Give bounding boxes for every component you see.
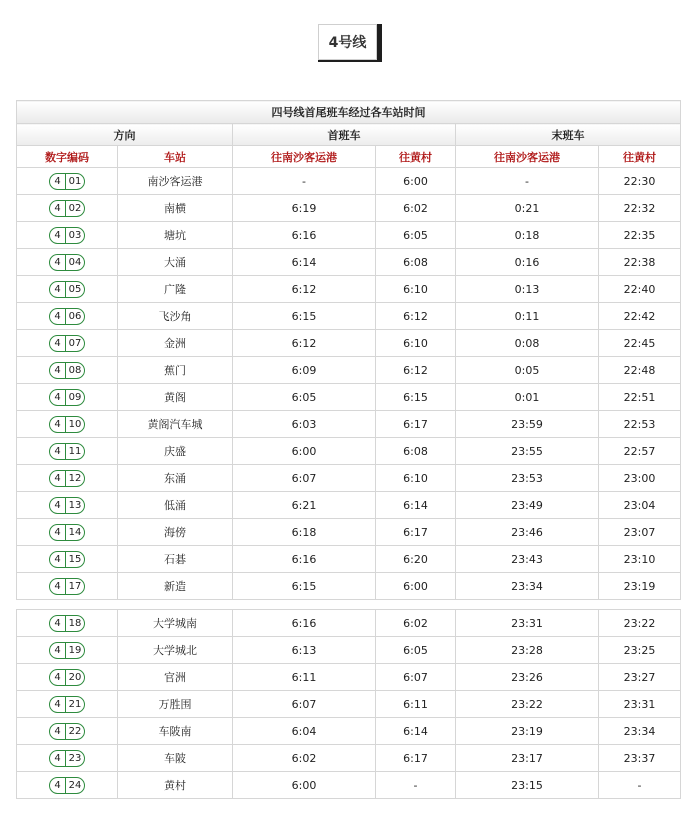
table-row — [17, 411, 681, 438]
last-to-nansha: 23:17 — [456, 745, 599, 772]
station-code-badge — [49, 173, 85, 190]
station-code-badge — [49, 443, 85, 460]
column-header-row — [17, 146, 681, 168]
line-number: 4 — [54, 418, 61, 430]
station-number: 08 — [65, 363, 84, 378]
first-train-header: 首班车 — [233, 124, 456, 146]
first-to-nansha-header: 往南沙客运港 — [233, 146, 376, 168]
last-to-huangcun: 23:07 — [599, 519, 681, 546]
first-to-nansha: 6:04 — [233, 718, 376, 745]
station-name: 广隆 — [118, 276, 233, 303]
table-row — [17, 465, 681, 492]
last-to-huangcun: 23:22 — [599, 610, 681, 637]
line-number: 4 — [54, 752, 61, 764]
last-to-huangcun: 23:25 — [599, 637, 681, 664]
first-to-huangcun: 6:10 — [376, 465, 456, 492]
first-to-huangcun: 6:20 — [376, 546, 456, 573]
last-to-huangcun: 23:31 — [599, 691, 681, 718]
title-shadow — [377, 24, 382, 62]
station-name: 万胜围 — [118, 691, 233, 718]
table-row — [17, 637, 681, 664]
station-name: 南沙客运港 — [118, 168, 233, 195]
last-to-nansha: 0:16 — [456, 249, 599, 276]
last-to-huangcun: 22:42 — [599, 303, 681, 330]
first-to-huangcun: 6:17 — [376, 519, 456, 546]
station-number: 12 — [65, 471, 84, 486]
table-row — [17, 610, 681, 637]
line-number: 4 — [54, 256, 61, 268]
last-to-huangcun: 23:27 — [599, 664, 681, 691]
station-code-cell — [17, 465, 118, 492]
table-row — [17, 303, 681, 330]
last-to-nansha: 0:21 — [456, 195, 599, 222]
table-row — [17, 573, 681, 600]
station-number: 21 — [65, 697, 84, 712]
last-to-huangcun-header: 往黄村 — [599, 146, 681, 168]
table-row — [17, 772, 681, 799]
station-code-badge — [49, 669, 85, 686]
table-row — [17, 168, 681, 195]
station-code-cell — [17, 610, 118, 637]
last-train-header: 末班车 — [456, 124, 681, 146]
station-name: 南横 — [118, 195, 233, 222]
first-to-huangcun: - — [376, 772, 456, 799]
station-name: 东涌 — [118, 465, 233, 492]
station-number: 03 — [65, 228, 84, 243]
table-row — [17, 745, 681, 772]
station-code-cell — [17, 691, 118, 718]
first-to-huangcun: 6:11 — [376, 691, 456, 718]
last-to-nansha: 23:28 — [456, 637, 599, 664]
first-to-nansha: 6:16 — [233, 610, 376, 637]
first-to-huangcun: 6:10 — [376, 330, 456, 357]
station-number: 05 — [65, 282, 84, 297]
station-number: 20 — [65, 670, 84, 685]
first-to-huangcun: 6:00 — [376, 168, 456, 195]
station-code-badge — [49, 524, 85, 541]
line-number: 4 — [54, 644, 61, 656]
first-to-nansha: 6:09 — [233, 357, 376, 384]
station-code-badge — [49, 308, 85, 325]
table-row — [17, 718, 681, 745]
last-to-huangcun: 23:34 — [599, 718, 681, 745]
last-to-nansha: 0:05 — [456, 357, 599, 384]
last-to-huangcun: 22:35 — [599, 222, 681, 249]
first-to-nansha: 6:12 — [233, 276, 376, 303]
station-code-cell — [17, 411, 118, 438]
station-code-cell — [17, 519, 118, 546]
station-code-badge — [49, 497, 85, 514]
station-code-cell — [17, 492, 118, 519]
station-code-cell — [17, 438, 118, 465]
code-header: 数字编码 — [17, 146, 118, 168]
last-to-nansha: - — [456, 168, 599, 195]
timetable-main — [16, 100, 681, 600]
last-to-huangcun: 22:32 — [599, 195, 681, 222]
line-number: 4 — [54, 337, 61, 349]
timetable-continued — [16, 609, 681, 799]
line-number: 4 — [54, 617, 61, 629]
first-to-nansha: 6:18 — [233, 519, 376, 546]
last-to-huangcun: 23:37 — [599, 745, 681, 772]
station-code-cell — [17, 222, 118, 249]
last-to-nansha: 23:43 — [456, 546, 599, 573]
line-number: 4 — [54, 671, 61, 683]
last-to-nansha: 23:53 — [456, 465, 599, 492]
line-number: 4 — [54, 202, 61, 214]
station-code-cell — [17, 276, 118, 303]
line-number: 4 — [54, 580, 61, 592]
table-row — [17, 195, 681, 222]
table-row — [17, 384, 681, 411]
first-to-huangcun: 6:08 — [376, 438, 456, 465]
first-to-nansha: 6:14 — [233, 249, 376, 276]
last-to-nansha: 0:13 — [456, 276, 599, 303]
station-code-badge — [49, 281, 85, 298]
line-number: 4 — [54, 526, 61, 538]
last-to-huangcun: 23:00 — [599, 465, 681, 492]
last-to-nansha: 23:31 — [456, 610, 599, 637]
first-to-huangcun-header: 往黄村 — [376, 146, 456, 168]
line-title: 4号线 — [318, 24, 377, 60]
last-to-huangcun: 22:51 — [599, 384, 681, 411]
table-row — [17, 438, 681, 465]
first-to-nansha: 6:15 — [233, 303, 376, 330]
first-to-huangcun: 6:00 — [376, 573, 456, 600]
station-name: 海傍 — [118, 519, 233, 546]
direction-header: 方向 — [17, 124, 233, 146]
station-code-cell — [17, 772, 118, 799]
line-number: 4 — [54, 391, 61, 403]
first-to-nansha: 6:15 — [233, 573, 376, 600]
first-to-huangcun: 6:10 — [376, 276, 456, 303]
station-code-cell — [17, 384, 118, 411]
line-number: 4 — [54, 499, 61, 511]
last-to-nansha: 23:34 — [456, 573, 599, 600]
first-to-huangcun: 6:14 — [376, 718, 456, 745]
station-code-badge — [49, 227, 85, 244]
last-to-nansha: 0:11 — [456, 303, 599, 330]
last-to-nansha: 0:01 — [456, 384, 599, 411]
line-number: 4 — [54, 472, 61, 484]
station-number: 19 — [65, 643, 84, 658]
table-row — [17, 276, 681, 303]
station-number: 07 — [65, 336, 84, 351]
first-to-nansha: 6:02 — [233, 745, 376, 772]
station-code-badge — [49, 470, 85, 487]
last-to-nansha-header: 往南沙客运港 — [456, 146, 599, 168]
table-row — [17, 519, 681, 546]
first-to-huangcun: 6:12 — [376, 357, 456, 384]
table-row — [17, 222, 681, 249]
station-name: 低涌 — [118, 492, 233, 519]
first-to-nansha: 6:21 — [233, 492, 376, 519]
first-to-nansha: 6:00 — [233, 772, 376, 799]
station-name: 塘坑 — [118, 222, 233, 249]
station-name: 新造 — [118, 573, 233, 600]
table-row — [17, 691, 681, 718]
last-to-huangcun: 22:40 — [599, 276, 681, 303]
first-to-nansha: 6:16 — [233, 546, 376, 573]
table-row — [17, 249, 681, 276]
line-number: 4 — [54, 698, 61, 710]
first-to-nansha: 6:12 — [233, 330, 376, 357]
station-code-cell — [17, 546, 118, 573]
last-to-huangcun: 23:04 — [599, 492, 681, 519]
station-number: 18 — [65, 616, 84, 631]
station-code-badge — [49, 254, 85, 271]
station-code-cell — [17, 330, 118, 357]
last-to-nansha: 23:22 — [456, 691, 599, 718]
line-number: 4 — [54, 283, 61, 295]
first-to-nansha: 6:05 — [233, 384, 376, 411]
last-to-nansha: 0:18 — [456, 222, 599, 249]
station-code-badge — [49, 578, 85, 595]
station-number: 24 — [65, 778, 84, 793]
station-name: 石碁 — [118, 546, 233, 573]
first-to-nansha: 6:07 — [233, 465, 376, 492]
station-code-badge — [49, 723, 85, 740]
first-to-nansha: 6:19 — [233, 195, 376, 222]
last-to-nansha: 23:26 — [456, 664, 599, 691]
first-to-nansha: - — [233, 168, 376, 195]
station-number: 06 — [65, 309, 84, 324]
line-number: 4 — [54, 229, 61, 241]
station-name: 大涌 — [118, 249, 233, 276]
first-to-huangcun: 6:08 — [376, 249, 456, 276]
line-number: 4 — [54, 553, 61, 565]
first-to-huangcun: 6:02 — [376, 195, 456, 222]
station-number: 09 — [65, 390, 84, 405]
table-caption: 四号线首尾班车经过各车站时间 — [17, 101, 681, 124]
last-to-huangcun: - — [599, 772, 681, 799]
last-to-nansha: 23:46 — [456, 519, 599, 546]
station-name: 大学城南 — [118, 610, 233, 637]
first-to-huangcun: 6:05 — [376, 222, 456, 249]
station-code-cell — [17, 573, 118, 600]
station-name: 蕉门 — [118, 357, 233, 384]
station-code-badge — [49, 615, 85, 632]
station-code-badge — [49, 642, 85, 659]
station-code-badge — [49, 335, 85, 352]
station-number: 13 — [65, 498, 84, 513]
station-code-cell — [17, 249, 118, 276]
station-code-cell — [17, 745, 118, 772]
first-to-huangcun: 6:02 — [376, 610, 456, 637]
first-to-nansha: 6:11 — [233, 664, 376, 691]
first-to-huangcun: 6:12 — [376, 303, 456, 330]
first-to-huangcun: 6:14 — [376, 492, 456, 519]
station-name: 车陂南 — [118, 718, 233, 745]
group-header-row — [17, 124, 681, 146]
table-row — [17, 357, 681, 384]
last-to-nansha: 0:08 — [456, 330, 599, 357]
last-to-huangcun: 22:45 — [599, 330, 681, 357]
line-number: 4 — [54, 175, 61, 187]
station-code-badge — [49, 416, 85, 433]
station-code-badge — [49, 696, 85, 713]
first-to-nansha: 6:16 — [233, 222, 376, 249]
first-to-huangcun: 6:07 — [376, 664, 456, 691]
first-to-huangcun: 6:05 — [376, 637, 456, 664]
last-to-huangcun: 22:30 — [599, 168, 681, 195]
station-code-cell — [17, 357, 118, 384]
station-code-badge — [49, 389, 85, 406]
line-number: 4 — [54, 310, 61, 322]
station-code-cell — [17, 168, 118, 195]
station-number: 17 — [65, 579, 84, 594]
line-number: 4 — [54, 364, 61, 376]
station-name: 黄阁汽车城 — [118, 411, 233, 438]
last-to-huangcun: 22:53 — [599, 411, 681, 438]
station-code-badge — [49, 362, 85, 379]
first-to-huangcun: 6:17 — [376, 411, 456, 438]
station-number: 01 — [65, 174, 84, 189]
last-to-nansha: 23:19 — [456, 718, 599, 745]
last-to-huangcun: 22:57 — [599, 438, 681, 465]
first-to-nansha: 6:07 — [233, 691, 376, 718]
table-row — [17, 492, 681, 519]
station-name: 黄村 — [118, 772, 233, 799]
last-to-nansha: 23:15 — [456, 772, 599, 799]
first-to-huangcun: 6:17 — [376, 745, 456, 772]
station-name: 庆盛 — [118, 438, 233, 465]
last-to-huangcun: 22:48 — [599, 357, 681, 384]
table-row — [17, 664, 681, 691]
station-number: 10 — [65, 417, 84, 432]
line-number: 4 — [54, 779, 61, 791]
station-number: 15 — [65, 552, 84, 567]
first-to-nansha: 6:00 — [233, 438, 376, 465]
line-number: 4 — [54, 725, 61, 737]
last-to-huangcun: 23:10 — [599, 546, 681, 573]
station-code-cell — [17, 637, 118, 664]
station-code-cell — [17, 664, 118, 691]
last-to-nansha: 23:59 — [456, 411, 599, 438]
station-name: 官洲 — [118, 664, 233, 691]
station-name: 金洲 — [118, 330, 233, 357]
station-name: 大学城北 — [118, 637, 233, 664]
station-number: 14 — [65, 525, 84, 540]
last-to-nansha: 23:55 — [456, 438, 599, 465]
last-to-huangcun: 22:38 — [599, 249, 681, 276]
first-to-nansha: 6:03 — [233, 411, 376, 438]
station-number: 11 — [65, 444, 84, 459]
station-number: 22 — [65, 724, 84, 739]
station-number: 04 — [65, 255, 84, 270]
station-code-badge — [49, 200, 85, 217]
first-to-nansha: 6:13 — [233, 637, 376, 664]
station-header: 车站 — [118, 146, 233, 168]
station-code-badge — [49, 551, 85, 568]
station-code-cell — [17, 718, 118, 745]
station-number: 23 — [65, 751, 84, 766]
station-code-cell — [17, 195, 118, 222]
station-name: 飞沙角 — [118, 303, 233, 330]
station-name: 车陂 — [118, 745, 233, 772]
table-caption-row — [17, 101, 681, 124]
table-row — [17, 546, 681, 573]
station-number: 02 — [65, 201, 84, 216]
table-row — [17, 330, 681, 357]
station-name: 黄阁 — [118, 384, 233, 411]
first-to-huangcun: 6:15 — [376, 384, 456, 411]
station-code-cell — [17, 303, 118, 330]
last-to-nansha: 23:49 — [456, 492, 599, 519]
station-code-badge — [49, 777, 85, 794]
line-number: 4 — [54, 445, 61, 457]
last-to-huangcun: 23:19 — [599, 573, 681, 600]
station-code-badge — [49, 750, 85, 767]
